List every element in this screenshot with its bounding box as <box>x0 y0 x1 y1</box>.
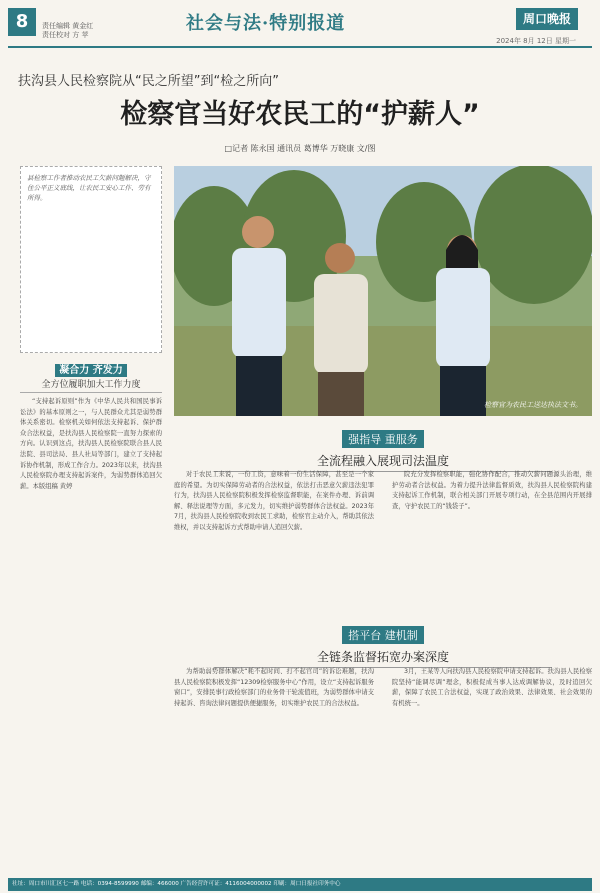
article-photo <box>174 166 592 416</box>
article-title: 检察官当好农民工的“护薪人” <box>120 99 480 130</box>
page-number: 8 <box>8 8 36 36</box>
section-heading-2: 全流程融入展现司法温度 <box>214 452 552 472</box>
article-column-1: “支持起诉原则”作为《中华人民共和国民事诉讼法》的基本原则之一，与人民群众尤其是弱势群体关系密切。检察机关如何依法支持起诉、保护群众合法权益，是扶沟县人民检察院一直努力探索的方向。认识到这点，扶沟县人民检察院联合县人民法院、县司法局、县人社局等部门，建立了支持起诉协作机制，形成工作合力。2023年以来，扶沟县人民检察院办理支持起诉案件，为弱势群体追回欠薪。本版组稿 黄婷 <box>20 398 162 490</box>
editor-credits: 责任编辑 黄金红 责任校对 方 苹 <box>42 22 94 39</box>
page-header <box>0 0 600 64</box>
photo-caption: 检察官为农民工送达执法文书。 <box>484 401 582 409</box>
section-heading-1: 全方位履职加大工作力度 <box>20 377 162 393</box>
article-column-2: 对于农民工来说，一份工资，意味着一份生活保障，甚至是一个家庭的希望。为切实保障劳动者的合法权益，依法打击恶意欠薪违法犯罪行为，扶沟县人民检察院积极发挥检察监督职能，在案件办理、诉前调解、释法说理等方面，多元发力，切实维护弱势群体合法权益。2023年7月，扶沟县人民检察院收到农民工求助，检察官主动介入，帮助其依法维权，并以支持起诉方式帮助申请人追回欠薪。 <box>174 471 374 531</box>
header-divider <box>8 46 592 48</box>
section-heading-3: 全链条监督拓宽办案深度 <box>214 648 552 668</box>
article-byline: □记者 陈永国 通讯员 葛博华 万晓康 文/图 <box>224 144 376 153</box>
article-column-5: 3月，王某等人向扶沟县人民检察院申请支持起诉。扶沟县人民检察院坚持“能调尽调”理念，积极促成当事人达成调解协议，及时追回欠薪，保障了农民工合法权益，实现了政治效果、法律效果、社会效果的有机统一。 <box>392 668 592 707</box>
issue-date: 2024年 8月 12日 星期一 <box>496 37 576 45</box>
article-column-4: 为帮助弱势群体解决“耗不起时间、打不起官司”的诉讼难题，扶沟县人民检察院积极发挥“12309检察服务中心”作用，设立“支持起诉服务窗口”，安排民事行政检察部门的业务骨干轮流值班，为弱势群体申请支持起诉、咨询法律问题提供便捷服务，切实维护农民工的合法权益。 <box>174 668 374 707</box>
summary-box: 县检察工作者推动农民工欠薪问题解决，守住公平正义底线，让农民工安心工作、劳有所得。 <box>20 166 162 353</box>
newspaper-logo: 周口晚报 <box>516 8 578 30</box>
article-subtitle: 扶沟县人民检察院从“民之所望”到“检之所向” <box>18 74 279 89</box>
article-column-3: 院充分发挥检察职能，强化协作配合，推动欠薪问题源头治理，维护劳动者合法权益。为着力提升法律监督质效，扶沟县人民检察院构建支持起诉工作机制，联合相关部门开展专项行动，在全县范围内开展排查，守护农民工的“钱袋子”。 <box>392 471 592 510</box>
page-footer: 社址：周口市川汇区七一路 电话：0394-8599990 邮编：466000 广告经营许可证：4116004000002 印刷：周口日报社印务中心 <box>8 878 592 891</box>
section-tag-1: 凝合力 齐发力 <box>20 361 162 376</box>
section-title: 社会与法·特别报道 <box>186 13 346 34</box>
section-tag-3: 搭平台 建机制 全链条监督拓宽办案深度 <box>174 624 592 668</box>
section-tag-2: 强指导 重服务 全流程融入展现司法温度 <box>174 428 592 472</box>
